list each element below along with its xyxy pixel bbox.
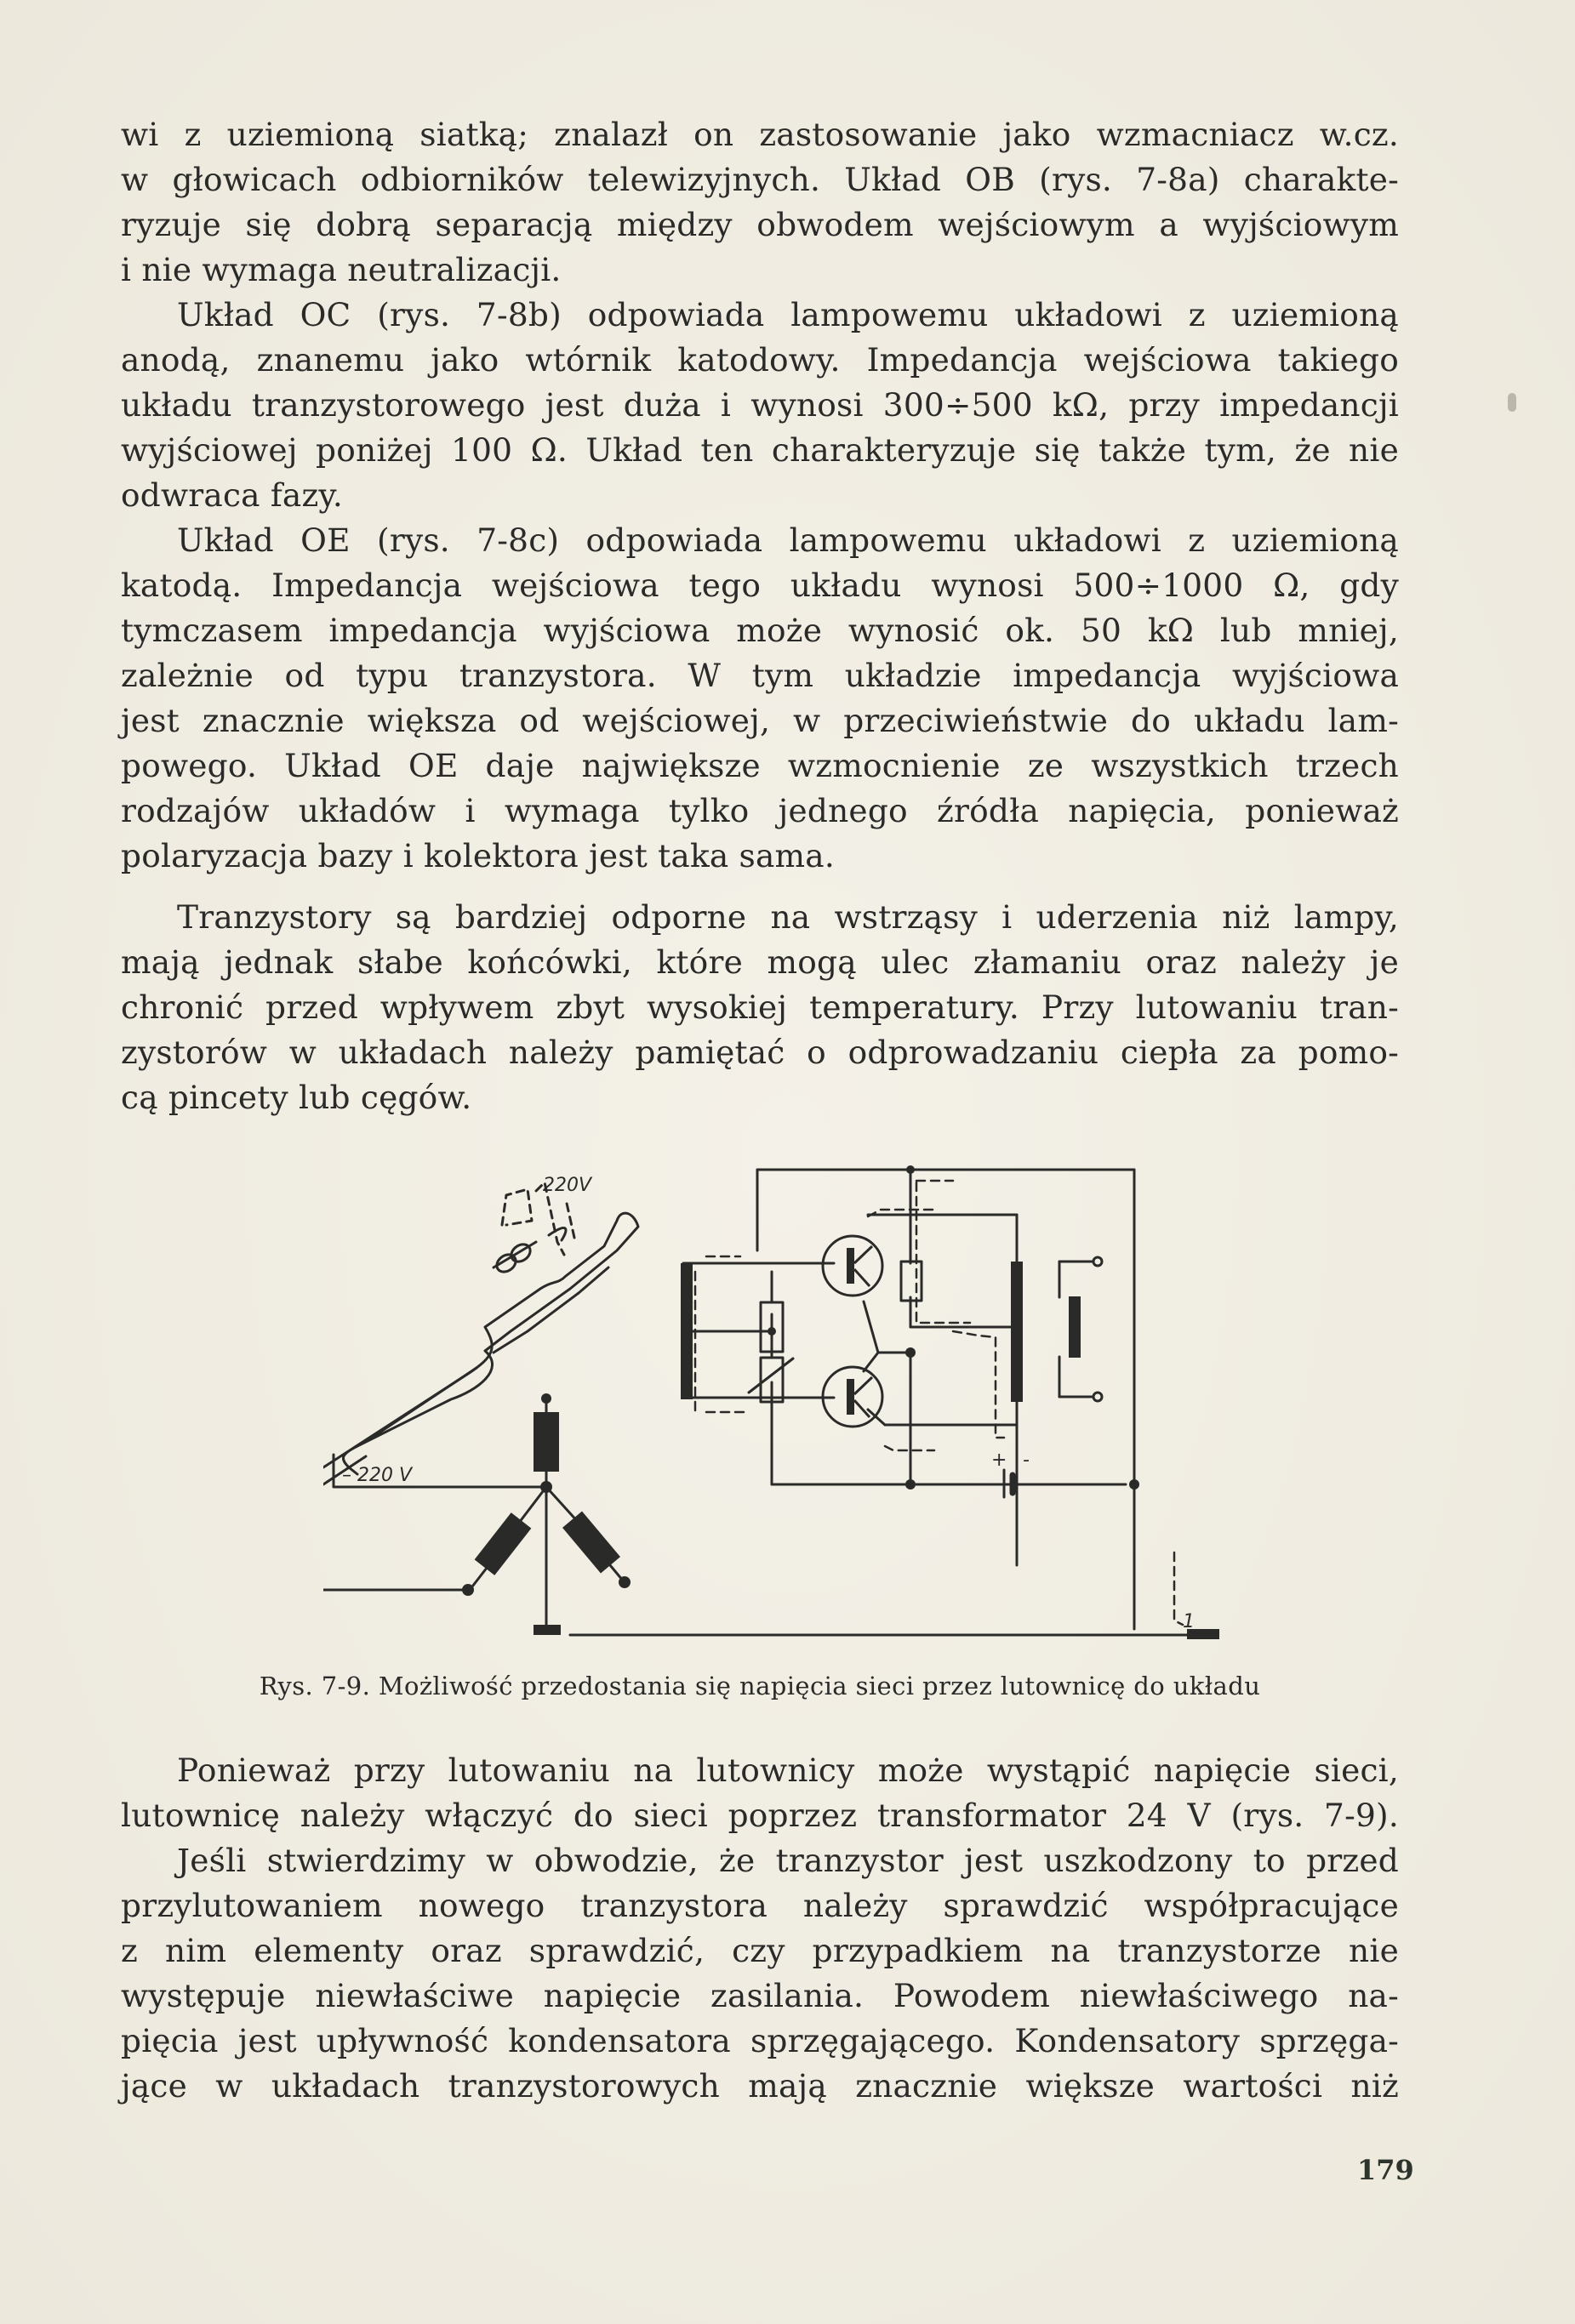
star-resistor-left-icon [475, 1512, 532, 1575]
input-transformer-core [681, 1263, 693, 1399]
text-line: pięcia jest upływność kondensatora sprzęgającego. Kondensatory sprzęga- [121, 2022, 1399, 2059]
label-battery-plus: + [991, 1450, 1007, 1471]
text-line: ryzuje się dobrą separacją między obwodem wejściowym a wyjściowym [121, 206, 1399, 243]
output-terminal-top [1093, 1257, 1102, 1266]
load-element [1069, 1296, 1081, 1358]
text-line: Jeśli stwierdzimy w obwodzie, że tranzystor jest uszkodzony to przed [177, 1842, 1399, 1879]
text-line: wi z uziemioną siatką; znalazł on zastosowanie jako wzmacniacz w.cz. [121, 116, 1399, 153]
circuit-diagram [323, 1157, 1225, 1667]
figure-caption: Rys. 7-9. Możliwość przedostania się napięcia sieci przez lutownicę do układu [259, 1672, 1261, 1700]
text-line: Układ OE (rys. 7-8c) odpowiada lampowemu układowi z uziemioną [177, 521, 1399, 559]
label-ground-mark: 1 [1183, 1611, 1195, 1632]
text-line: powego. Układ OE daje największe wzmocnienie ze wszystkich trzech [121, 747, 1399, 784]
text-line: Tranzystory są bardziej odporne na wstrząsy i uderzenia niż lampy, [177, 898, 1399, 936]
star-resistor-top-icon [534, 1412, 559, 1472]
text-line: rodzajów układów i wymaga tylko jednego źródła napięcia, ponieważ [121, 792, 1399, 829]
text-line: układu tranzystorowego jest duża i wynosi 300÷500 kΩ, przy impedancji [121, 386, 1399, 424]
text-line: z nim elementy oraz sprawdzić, czy przypadkiem na tranzystorze nie [121, 1932, 1399, 1969]
text-block-middle [121, 895, 1399, 1120]
text-line: przylutowaniem nowego tranzystora należy sprawdzić współpracujące [121, 1887, 1399, 1924]
label-battery-minus: - [1023, 1450, 1030, 1471]
text-line: i nie wymaga neutralizacji. [121, 251, 562, 288]
text-line: katodą. Impedancja wejściowa tego układu wynosi 500÷1000 Ω, gdy [121, 567, 1399, 604]
page-number: 179 [1357, 2154, 1414, 2186]
text-line: polaryzacja bazy i kolektora jest taka sama. [121, 837, 835, 874]
text-line: cą pincety lub cęgów. [121, 1079, 472, 1116]
text-line: zystorów w układach należy pamiętać o odprowadzaniu ciepła za pomo- [121, 1034, 1399, 1071]
text-line: występuje niewłaściwe napięcie zasilania. Powodem niewłaściwego na- [121, 1977, 1399, 2014]
figure-7-9-soldering-iron-circuit [323, 1157, 1225, 1667]
transistor-circuit-wiring [683, 1170, 1134, 1629]
text-line: tymczasem impedancja wyjściowa może wynosić ok. 50 kΩ lub mniej, [121, 612, 1399, 649]
resistor-collector-icon [901, 1262, 922, 1301]
mains-star-network [323, 1401, 1208, 1635]
label-iron-voltage: 220V [543, 1175, 592, 1196]
paper-speck [1508, 393, 1516, 412]
text-line: anodą, znanemu jako wtórnik katodowy. Impedancja wejściowa takiego [121, 341, 1399, 379]
label-mains-voltage: – 220 V [342, 1465, 413, 1486]
text-line: Ponieważ przy lutowaniu na lutownicy może wystąpić napięcie sieci, [177, 1752, 1399, 1789]
text-block-bottom [121, 1748, 1399, 2109]
text-line: Układ OC (rys. 7-8b) odpowiada lampowemu układowi z uziemioną [177, 296, 1399, 333]
output-terminal-bottom [1093, 1393, 1102, 1401]
text-line: wyjściowej poniżej 100 Ω. Układ ten charakteryzuje się także tym, że nie [121, 431, 1399, 469]
text-line: w głowicach odbiorników telewizyjnych. Układ OB (rys. 7-8a) charakte- [121, 161, 1399, 198]
output-transformer-core [1011, 1262, 1023, 1402]
text-line: zależnie od typu tranzystora. W tym układzie impedancja wyjściowa [121, 657, 1399, 694]
star-resistor-right-icon [562, 1512, 620, 1574]
text-line: odwraca fazy. [121, 476, 343, 514]
text-block-top [121, 112, 1399, 879]
text-line: jest znacznie większa od wejściowej, w przeciwieństwie do układu lam- [121, 702, 1399, 739]
soldering-iron-icon [323, 1213, 638, 1484]
text-line: chronić przed wpływem zbyt wysokiej temperatury. Przy lutowaniu tran- [121, 988, 1399, 1026]
text-line: lutownicę należy włączyć do sieci poprzez transformator 24 V (rys. 7-9). [121, 1797, 1399, 1834]
ground-plate-left [534, 1625, 561, 1635]
text-line: jące w układach tranzystorowych mają znacznie większe wartości niż [121, 2067, 1399, 2105]
text-line: mają jednak słabe końcówki, które mogą ulec złamaniu oraz należy je [121, 943, 1399, 981]
